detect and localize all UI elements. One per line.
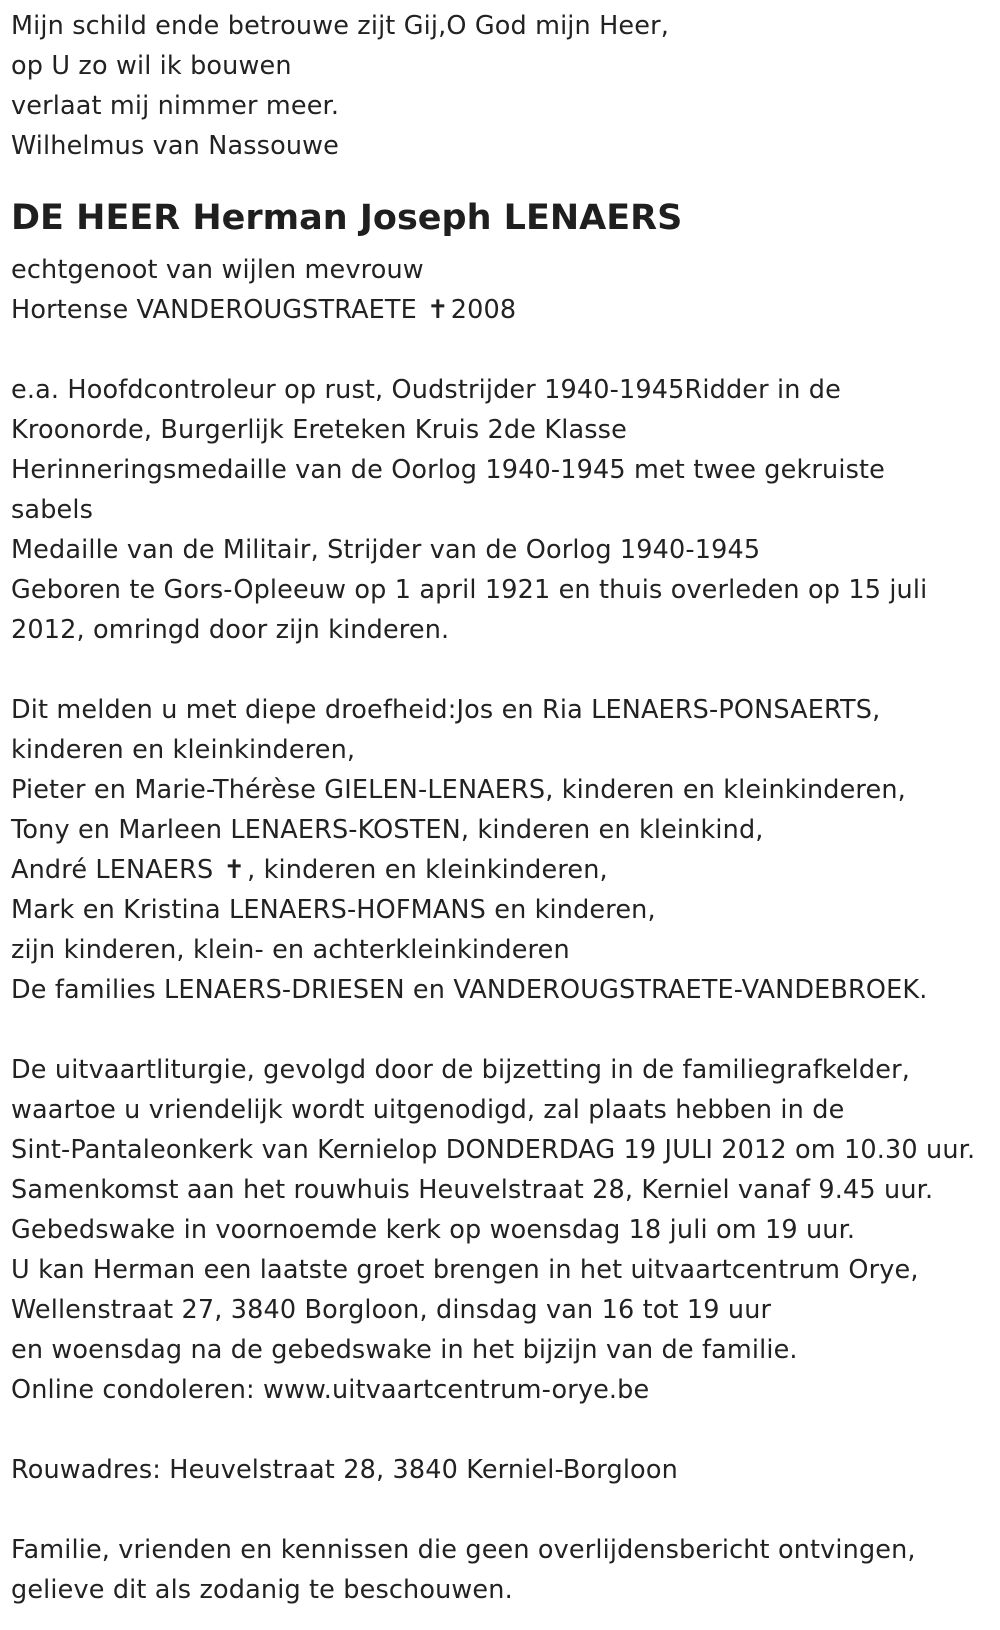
verse-section <box>11 6 996 166</box>
biography-section <box>11 370 996 650</box>
ceremony-line: Wellenstraat 27, 3840 Borgloon, dinsdag van 16 tot 19 uur <box>11 1295 772 1325</box>
verse-line: op U zo wil ik bouwen <box>11 51 292 81</box>
ceremony-line: Gebedswake in voornoemde kerk op woensdag 18 juli om 19 uur. <box>11 1215 856 1245</box>
spacer <box>11 1010 996 1050</box>
spouse-line: echtgenoot van wijlen mevrouw <box>11 255 424 285</box>
biography-line: e.a. Hoofdcontroleur op rust, Oudstrijder 1940-1945Ridder in de <box>11 375 841 405</box>
family-line-andre <box>11 850 996 890</box>
closing-section <box>11 1530 996 1610</box>
cross-icon: ✝ <box>223 855 246 885</box>
closing-line: Familie, vrienden en kennissen die geen overlijdensbericht ontvingen, <box>11 1535 916 1565</box>
biography-line: Kroonorde, Burgerlijk Ereteken Kruis 2de Klasse <box>11 415 627 445</box>
address-section <box>11 1450 996 1490</box>
andre-name: André LENAERS <box>11 855 214 885</box>
closing-line: gelieve dit als zodanig te beschouwen. <box>11 1575 513 1605</box>
spacer <box>11 330 996 370</box>
ceremony-line: en woensdag na de gebedswake in het bijzijn van de familie. <box>11 1335 798 1365</box>
ceremony-line: waartoe u vriendelijk wordt uitgenodigd, zal plaats hebben in de <box>11 1095 845 1125</box>
spouse-name: Hortense VANDEROUGSTRAETE <box>11 295 417 325</box>
spacer <box>11 1410 996 1450</box>
spacer <box>11 1490 996 1530</box>
family-line: Tony en Marleen LENAERS-KOSTEN, kinderen en kleinkind, <box>11 815 764 845</box>
family-section <box>11 690 996 1010</box>
ceremony-line: De uitvaartliturgie, gevolgd door de bijzetting in de familiegrafkelder, <box>11 1055 910 1085</box>
spouse-death-year: 2008 <box>450 295 517 325</box>
biography-line: sabels <box>11 495 94 525</box>
spouse-name-line <box>11 290 996 330</box>
deceased-name-title: DE HEER Herman Joseph LENAERS <box>11 198 683 238</box>
ceremony-line: Sint-Pantaleonkerk van Kernielop DONDERDAG 19 JULI 2012 om 10.30 uur. <box>11 1135 976 1165</box>
verse-line: verlaat mij nimmer meer. <box>11 91 340 121</box>
biography-line: Herinneringsmedaille van de Oorlog 1940-1945 met twee gekruiste <box>11 455 885 485</box>
deceased-section <box>11 186 996 330</box>
ceremony-section <box>11 1050 996 1410</box>
biography-line: 2012, omringd door zijn kinderen. <box>11 615 450 645</box>
ceremony-line: U kan Herman een laatste groet brengen in het uitvaartcentrum Orye, <box>11 1255 919 1285</box>
family-line: Pieter en Marie-Thérèse GIELEN-LENAERS, kinderen en kleinkinderen, <box>11 775 906 805</box>
spacer <box>11 650 996 690</box>
verse-line: Wilhelmus van Nassouwe <box>11 131 340 161</box>
ceremony-line: Samenkomst aan het rouwhuis Heuvelstraat 28, Kerniel vanaf 9.45 uur. <box>11 1175 934 1205</box>
verse-line: Mijn schild ende betrouwe zijt Gij,O God mijn Heer, <box>11 11 669 41</box>
obituary-document <box>11 6 996 1610</box>
family-line: kinderen en kleinkinderen, <box>11 735 356 765</box>
family-line: De families LENAERS-DRIESEN en VANDEROUGSTRAETE-VANDEBROEK. <box>11 975 928 1005</box>
online-condolence-line: Online condoleren: www.uitvaartcentrum-orye.be <box>11 1375 650 1405</box>
mourning-address: Rouwadres: Heuvelstraat 28, 3840 Kerniel-Borgloon <box>11 1455 678 1485</box>
cross-icon: ✝ <box>427 295 449 325</box>
biography-line: Medaille van de Militair, Strijder van de Oorlog 1940-1945 <box>11 535 761 565</box>
andre-rest: , kinderen en kleinkinderen, <box>247 855 608 885</box>
biography-line: Geboren te Gors-Opleeuw op 1 april 1921 en thuis overleden op 15 juli <box>11 575 928 605</box>
family-line: zijn kinderen, klein- en achterkleinkinderen <box>11 935 570 965</box>
family-line: Mark en Kristina LENAERS-HOFMANS en kinderen, <box>11 895 656 925</box>
family-line: Dit melden u met diepe droefheid:Jos en Ria LENAERS-PONSAERTS, <box>11 695 881 725</box>
